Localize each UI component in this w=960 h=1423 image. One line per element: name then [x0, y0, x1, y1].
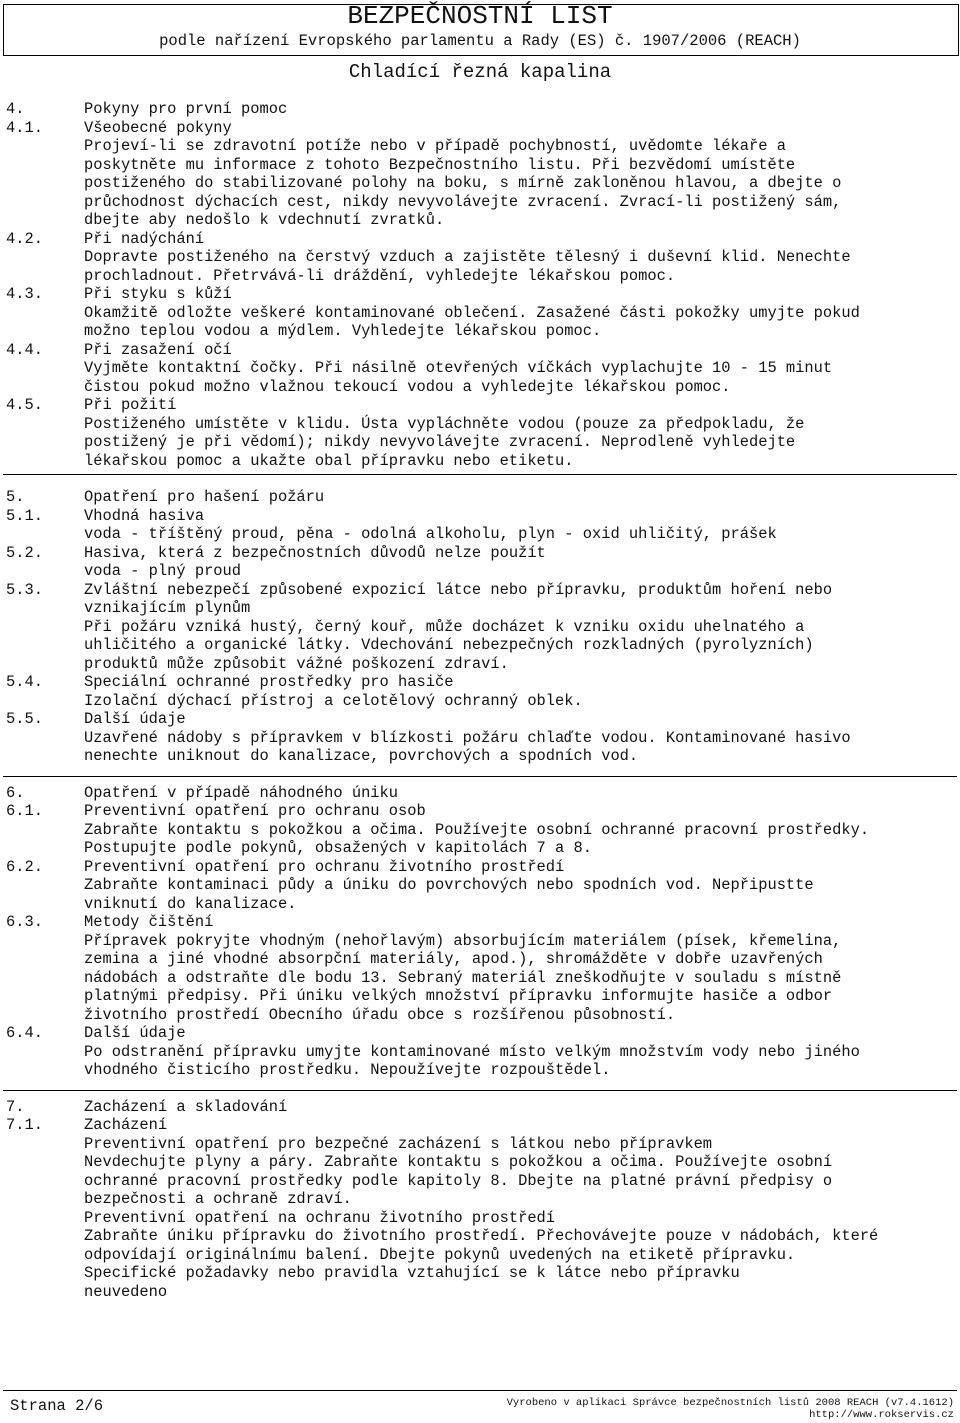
- paragraph: [6, 821, 952, 858]
- text-line: dbejte aby nedošlo k vdechnutí zvratků.: [84, 211, 445, 229]
- subsection-title: Zvláštní nebezpečí způsobené expozicí látce nebo přípravku, produktům hoření nebo: [84, 580, 833, 599]
- generator-credit: Vyrobeno v aplikaci Správce bezpečnostních listů 2008 REACH (v7.4.1612): [506, 1397, 954, 1409]
- text-line: Projeví-li se zdravotní potíže nebo v případě pochybností, uvědomte lékaře a: [84, 137, 786, 155]
- text-line: Přípravek pokryjte vhodným (nehořlavým) absorbujícím materiálem (písek, křemelina,: [84, 931, 842, 950]
- text-line: vhodného čisticího prostředku. Nepoužívejte rozpouštědel.: [84, 1061, 611, 1079]
- paragraph: [6, 137, 952, 230]
- subsection-heading: [6, 119, 952, 138]
- text-line: neuvedeno: [84, 1282, 168, 1301]
- subsection-title: Všeobecné pokyny: [84, 118, 232, 137]
- subsection-title: Při požití: [84, 396, 177, 414]
- text-line: nenechte uniknout do kanalizace, povrchových a spodních vod.: [84, 747, 639, 765]
- subsection-title: Preventivní opatření pro ochranu osob: [84, 802, 426, 820]
- subsection-title: Další údaje: [84, 710, 186, 728]
- subsection-title: Při nadýchání: [84, 229, 205, 248]
- text-line: čistou pokud možno vlažnou tekoucí vodou a vyhledejte lékařskou pomoc.: [84, 377, 731, 396]
- text-line: Dopravte postiženého na čerstvý vzduch a zajistěte tělesný i duševní klid. Nenechte: [84, 248, 851, 266]
- text-line: voda - plný proud: [84, 562, 242, 580]
- sub-heading: Preventivní opatření na ochranu životního prostředí: [84, 1208, 556, 1227]
- subsection-number: 4.2.: [6, 229, 43, 248]
- paragraph: [6, 1153, 952, 1209]
- section-title: Zacházení a skladování: [84, 1097, 288, 1116]
- subsection-heading: [6, 858, 952, 877]
- subsection-number: 6.3.: [6, 913, 43, 931]
- text-line: životního prostředí Obecního úřadu obce s rozšířenou působností.: [84, 1005, 676, 1024]
- paragraph: [6, 1043, 952, 1080]
- paragraph: [6, 618, 952, 674]
- text-line: platnými předpisy. Při úniku velkých množství přípravku informujte hasiče a odbor: [84, 987, 833, 1005]
- text-line: Zabraňte kontaminaci půdy a úniku do povrchových nebo spodních vod. Nepřipustte: [84, 876, 814, 894]
- text-line: postiženého do stabilizované polohy na boku, s mírně zakloněnou hlavou, a dbejte o: [84, 174, 842, 192]
- subsection-heading: [6, 802, 952, 821]
- subsection-title-continued: vznikajícím plynům: [84, 599, 251, 617]
- subsection-number: 5.4.: [6, 673, 43, 691]
- text-line: prochladnout. Přetrvává-li dráždění, vyhledejte lékařskou pomoc.: [84, 266, 676, 285]
- text-line: bezpečnosti a ochraně zdraví.: [84, 1190, 352, 1208]
- paragraph: [6, 876, 952, 913]
- paragraph: [6, 692, 952, 711]
- text-line: Nevdechujte plyny a páry. Zabraňte kontaktu s pokožkou a očima. Používejte osobní: [84, 1153, 833, 1171]
- section-divider: [3, 474, 957, 475]
- text-line: Po odstranění přípravku umyjte kontaminované místo velkým množstvím vody nebo jiného: [84, 1042, 860, 1061]
- subsection-title: Metody čištění: [84, 913, 214, 931]
- subsection-number: 5.2.: [6, 543, 43, 562]
- page-number: Strana 2/6: [10, 1397, 104, 1415]
- subsection-number: 4.1.: [6, 118, 43, 137]
- website-link[interactable]: http://www.rokservis.cz: [809, 1409, 954, 1421]
- subsection-number: 4.4.: [6, 340, 43, 359]
- subsection-number: 4.3.: [6, 285, 43, 303]
- text-line: nádobách a odstraňte dle bodu 13. Sebraný materiál zneškodňujte v souladu s místně: [84, 968, 842, 987]
- text-line: Zabraňte kontaktu s pokožkou a očima. Používejte osobní ochranné pracovní prostředky.: [84, 820, 870, 839]
- section-6-heading: [6, 784, 952, 803]
- subsection-number: 6.4.: [6, 1024, 43, 1042]
- text-line: Uzavřené nádoby s přípravkem v blízkosti požáru chlaďte vodou. Kontaminované hasivo: [84, 728, 851, 747]
- section-number: 6.: [6, 783, 25, 802]
- text-line: Postiženého umístěte v klidu. Ústa vypláchněte vodou (pouze za předpokladu, že: [84, 414, 805, 433]
- paragraph: [6, 1227, 952, 1264]
- paragraph: [6, 359, 952, 396]
- subsection-heading: [6, 581, 952, 600]
- sub-heading: Preventivní opatření pro bezpečné zacházení s látkou nebo přípravkem: [84, 1134, 713, 1153]
- text-line: poskytněte mu informace z tohoto Bezpečnostního listu. Při bezvědomí umístěte: [84, 155, 796, 174]
- subsection-number: 7.1.: [6, 1116, 43, 1134]
- paragraph: [6, 1283, 952, 1302]
- text-line: odpovídají originálnímu balení. Dbejte pokynů uvedených na etiketě přípravku.: [84, 1245, 796, 1264]
- text-line: ochranné pracovní prostředky podle kapitoly 8. Dbejte na platné právní předpisy o: [84, 1171, 833, 1190]
- text-line: průchodnost dýchacích cest, nikdy nevyvolávejte zvracení. Zvrací-li postižený sám,: [84, 192, 842, 211]
- text-line: produktů může způsobit vážné poškození zdraví.: [84, 654, 509, 673]
- section-7-heading: [6, 1098, 952, 1117]
- section-title: Opatření v případě náhodného úniku: [84, 783, 399, 802]
- section-number: 7.: [6, 1097, 25, 1116]
- section-number: 5.: [6, 488, 25, 506]
- subsection-number: 5.1.: [6, 506, 43, 525]
- text-line: voda - tříštěný proud, pěna - odolná alkoholu, plyn - oxid uhličitý, prášek: [84, 525, 777, 543]
- section-divider: [3, 1090, 957, 1091]
- subsection-heading: [6, 1116, 952, 1135]
- section-number: 4.: [6, 100, 25, 118]
- text-line: Při požáru vzniká hustý, černý kouř, může docházet k vzniku oxidu uhelnatého a: [84, 617, 805, 636]
- paragraph: [6, 525, 952, 544]
- subsection-heading: [6, 673, 952, 692]
- subsection-heading: [6, 285, 952, 304]
- subsection-heading: [6, 913, 952, 932]
- subsection-heading: [6, 1024, 952, 1043]
- subsection-title: Vhodná hasiva: [84, 506, 205, 525]
- paragraph: [6, 729, 952, 766]
- text-line: Okamžitě odložte veškeré kontaminované oblečení. Zasažené části pokožky umyjte pokud: [84, 303, 860, 322]
- subsection-title: Hasiva, která z bezpečnostních důvodů nelze použít: [84, 543, 546, 562]
- section-4-heading: [6, 100, 952, 119]
- subsection-heading: [6, 710, 952, 729]
- subsection-number: 4.5.: [6, 396, 43, 414]
- text-line: Vyjměte kontaktní čočky. Při násilně otevřených víčkách vyplachujte 10 - 15 minut: [84, 359, 833, 377]
- text-line: uhličitého a organické látky. Vdechování nebezpečných rozkladných (pyrolyzních): [84, 636, 814, 654]
- subsection-heading: [6, 230, 952, 249]
- text-line: zemina a jiné vhodné absorpční materiály, apod.), shromážděte v dobře uzavřených: [84, 950, 823, 968]
- subsection-title: Při zasažení očí: [84, 340, 232, 359]
- document-title: BEZPEČNOSTNÍ LIST: [347, 1, 613, 31]
- subsection-number: 5.5.: [6, 710, 43, 728]
- paragraph: [6, 304, 952, 341]
- text-line: možno teplou vodou a mýdlem. Vyhledejte lékařskou pomoc.: [84, 322, 602, 340]
- section-5-heading: [6, 488, 952, 507]
- subsection-heading: [6, 544, 952, 563]
- text-line: Postupujte podle pokynů, obsažených v kapitolách 7 a 8.: [84, 839, 592, 857]
- text-line: lékařskou pomoc a ukažte obal přípravku nebo etiketu.: [84, 451, 574, 470]
- subsection-title: Preventivní opatření pro ochranu životního prostředí: [84, 857, 565, 876]
- text-line: vniknutí do kanalizace.: [84, 894, 297, 913]
- subsection-heading: [6, 507, 952, 526]
- section-title: Pokyny pro první pomoc: [84, 100, 288, 118]
- text-line: Izolační dýchací přístroj a celotělový ochranný oblek.: [84, 691, 583, 710]
- paragraph: [6, 248, 952, 285]
- document-body: [6, 100, 952, 1301]
- subsection-title: Při styku s kůží: [84, 285, 232, 303]
- paragraph: [6, 562, 952, 581]
- paragraph: [6, 415, 952, 471]
- text-line: Zabraňte úniku přípravku do životního prostředí. Přechovávejte pouze v nádobách, které: [84, 1227, 879, 1245]
- subsection-number: 6.2.: [6, 857, 43, 876]
- product-name: Chladící řezná kapalina: [348, 61, 612, 83]
- document-subtitle: podle nařízení Evropského parlamentu a Rady (ES) č. 1907/2006 (REACH): [159, 32, 801, 50]
- subsection-title: Speciální ochranné prostředky pro hasiče: [84, 673, 454, 691]
- subsection-title: Zacházení: [84, 1116, 168, 1134]
- subsection-heading: [6, 341, 952, 360]
- subsection-heading: [6, 396, 952, 415]
- paragraph: [6, 932, 952, 1025]
- subsection-number: 5.3.: [6, 580, 43, 599]
- subsection-number: 6.1.: [6, 802, 43, 820]
- section-title: Opatření pro hašení požáru: [84, 488, 325, 506]
- footer-credit: [507, 1397, 954, 1421]
- footer-divider: [3, 1390, 957, 1391]
- sub-heading: Specifické požadavky nebo pravidla vztahující se k látce nebo přípravku: [84, 1264, 740, 1282]
- text-line: postižený je při vědomí); nikdy nevyvolávejte zvracení. Neprodleně vyhledejte: [84, 433, 796, 451]
- subsection-title: Další údaje: [84, 1024, 186, 1042]
- section-divider: [3, 776, 957, 777]
